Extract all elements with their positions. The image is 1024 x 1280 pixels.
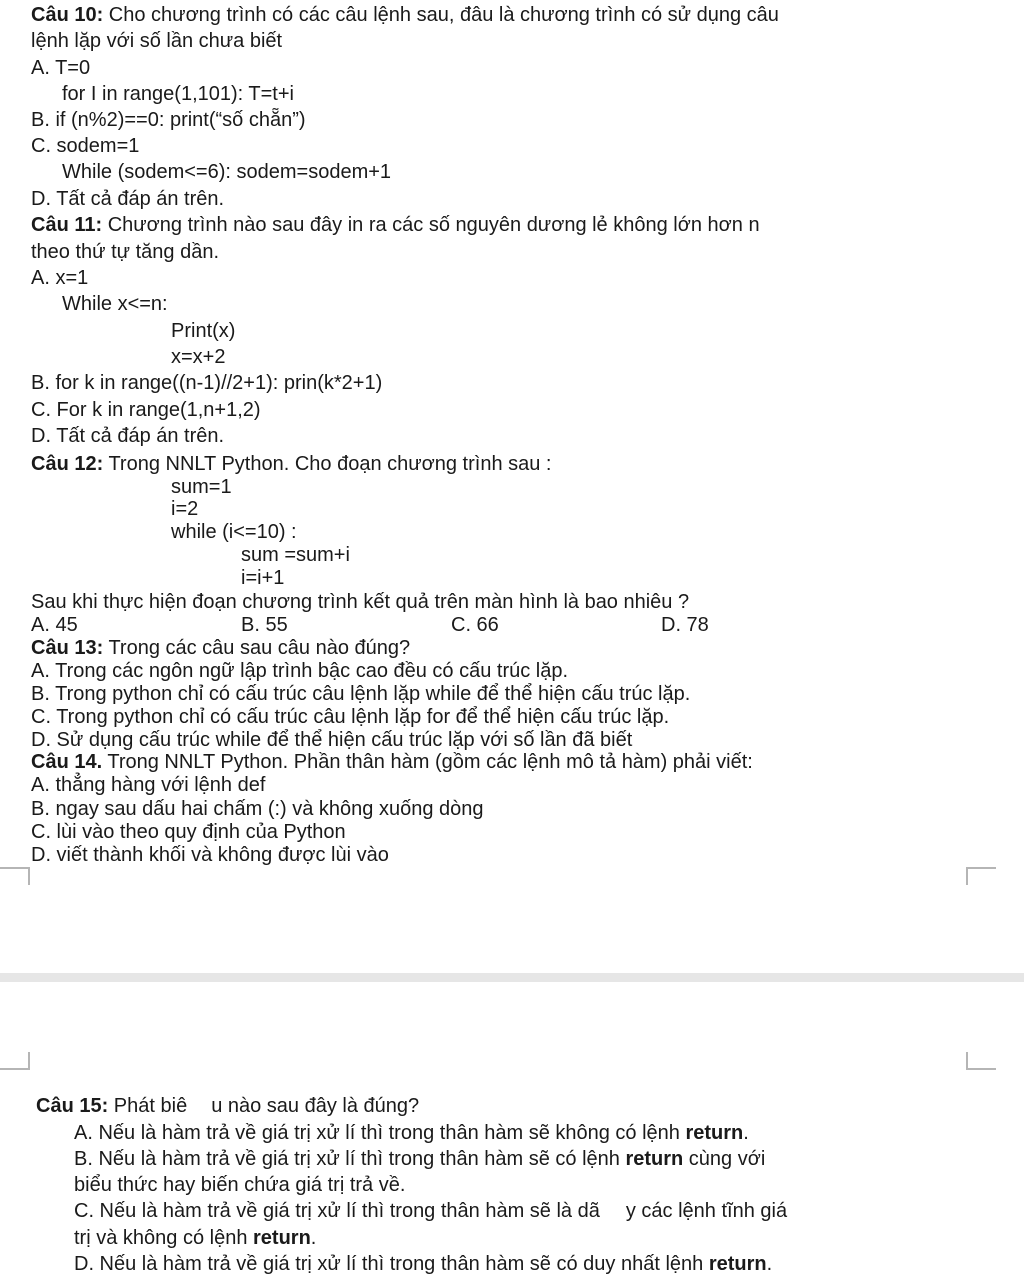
q10-stem-line2: lệnh lặp với số lần chưa biết [31, 30, 283, 52]
q10-option-d: D. Tất cả đáp án trên. [31, 188, 225, 210]
q15-option-d-text: D. Nếu là hàm trả về giá trị xử lí thì trong thân hàm sẽ có duy nhất lệnh [74, 1253, 709, 1275]
q11-stem-line1 [31, 213, 760, 237]
q11-option-a-line2: While x<=n: [62, 293, 168, 315]
q10-option-a-line2: for I in range(1,101): T=t+i [62, 83, 294, 105]
q12-option-b: B. 55 [241, 614, 288, 636]
q14-stem [31, 750, 753, 774]
q15-option-b-line2: biểu thức hay biến chứa giá trị trả về. [74, 1174, 406, 1196]
q12-code-line5: i=i+1 [241, 567, 285, 589]
q13-option-d: D. Sử dụng cấu trúc while để thể hiện cấu trúc lặp với số lần đã biết [31, 729, 633, 751]
q14-option-b: B. ngay sau dấu hai chấm (:) và không xuống dòng [31, 798, 484, 820]
q15-option-a-end: . [743, 1122, 749, 1144]
q12-option-c: C. 66 [451, 614, 499, 636]
q13-option-a: A. Trong các ngôn ngữ lập trình bậc cao đều có cấu trúc lặp. [31, 660, 569, 682]
q15-option-b-line1 [74, 1147, 765, 1171]
q15-option-c-line1 [74, 1199, 787, 1223]
q15-option-a-text: A. Nếu là hàm trả về giá trị xử lí thì trong thân hàm sẽ không có lệnh [74, 1122, 686, 1144]
q15-option-a-keyword: return [685, 1122, 744, 1144]
q15-option-c-part1: C. Nếu là hàm trả về giá trị xử lí thì trong thân hàm sẽ là dã [74, 1200, 600, 1222]
q14-stem-text: Trong NNLT Python. Phần thân hàm (gồm các lệnh mô tả hàm) phải viết: [102, 751, 753, 773]
q15-label: Câu 15: [36, 1095, 109, 1117]
crop-mark-top-right [966, 867, 996, 885]
q15-option-b-keyword: return [625, 1148, 684, 1170]
q13-option-b: B. Trong python chỉ có cấu trúc câu lệnh lặp while để thể hiện cấu trúc lặp. [31, 683, 691, 705]
q14-option-d: D. viết thành khối và không được lùi vào [31, 844, 389, 866]
q15-option-c-end: . [310, 1227, 317, 1249]
q12-label: Câu 12: [31, 453, 104, 475]
q12-code-line2: i=2 [171, 498, 199, 520]
q13-label: Câu 13: [31, 637, 104, 659]
q15-stem-part2: u nào sau đây là đúng? [211, 1095, 420, 1117]
q15-option-c-text: trị và không có lệnh [74, 1227, 253, 1249]
q15-option-a [74, 1121, 749, 1145]
q15-option-b-text: B. Nếu là hàm trả về giá trị xử lí thì trong thân hàm sẽ có lệnh [74, 1148, 626, 1170]
q11-option-a-line1: A. x=1 [31, 267, 89, 289]
crop-mark-bottom-left [0, 1052, 30, 1070]
q13-option-c: C. Trong python chỉ có cấu trúc câu lệnh lặp for để thể hiện cấu trúc lặp. [31, 706, 670, 728]
q12-code-line3: while (i<=10) : [171, 521, 297, 543]
q15-option-c-part2: y các lệnh tĩnh giá [625, 1200, 788, 1222]
q12-stem-text: Trong NNLT Python. Cho đoạn chương trình sau : [103, 453, 552, 475]
q10-option-b: B. if (n%2)==0: print(“số chẵn”) [31, 109, 306, 131]
q13-stem [31, 636, 410, 660]
q15-option-d-keyword: return [708, 1253, 767, 1275]
q10-stem-line1 [31, 3, 779, 27]
q12-code-line1: sum=1 [171, 476, 232, 498]
crop-mark-bottom-right [966, 1052, 996, 1070]
q11-option-a-line3: Print(x) [171, 320, 236, 342]
q12-option-d: D. 78 [661, 614, 709, 636]
q15-option-b-end: cùng với [683, 1148, 766, 1170]
q12-stem [31, 452, 551, 476]
q15-option-c-keyword: return [253, 1227, 311, 1249]
q10-option-a-line1: A. T=0 [31, 57, 91, 79]
q10-option-c-line1: C. sodem=1 [31, 135, 140, 157]
crop-mark-top-left [0, 867, 30, 885]
q10-stem-text: Cho chương trình có các câu lệnh sau, đâu là chương trình có sử dụng câu [103, 4, 779, 26]
q11-option-b: B. for k in range((n-1)//2+1): prin(k*2+1) [31, 372, 383, 394]
q11-stem-text: Chương trình nào sau đây in ra các số nguyên dương lẻ không lớn hơn n [102, 214, 760, 236]
q13-stem-text: Trong các câu sau câu nào đúng? [103, 637, 411, 659]
q12-option-a: A. 45 [31, 614, 78, 636]
q14-option-a: A. thẳng hàng với lệnh def [31, 774, 266, 796]
q12-question: Sau khi thực hiện đoạn chương trình kết quả trên màn hình là bao nhiêu ? [31, 591, 690, 613]
q14-option-c: C. lùi vào theo quy định của Python [31, 821, 346, 843]
q10-label: Câu 10: [31, 4, 104, 26]
q11-option-a-line4: x=x+2 [171, 346, 226, 368]
q15-stem [36, 1094, 419, 1118]
q11-stem-line2: theo thứ tự tăng dần. [31, 241, 220, 263]
q14-label: Câu 14. [31, 751, 103, 773]
q11-label: Câu 11: [31, 214, 103, 236]
q10-option-c-line2: While (sodem<=6): sodem=sodem+1 [62, 161, 392, 183]
q15-option-d-end: . [766, 1253, 773, 1275]
q15-stem-part1: Phát biê [108, 1095, 188, 1117]
q15-option-d [74, 1252, 772, 1276]
q11-option-d: D. Tất cả đáp án trên. [31, 425, 225, 447]
q11-option-c: C. For k in range(1,n+1,2) [31, 399, 261, 421]
q12-code-line4: sum =sum+i [241, 544, 350, 566]
page-break-divider [0, 973, 1024, 982]
q15-option-c-line2 [74, 1226, 316, 1250]
